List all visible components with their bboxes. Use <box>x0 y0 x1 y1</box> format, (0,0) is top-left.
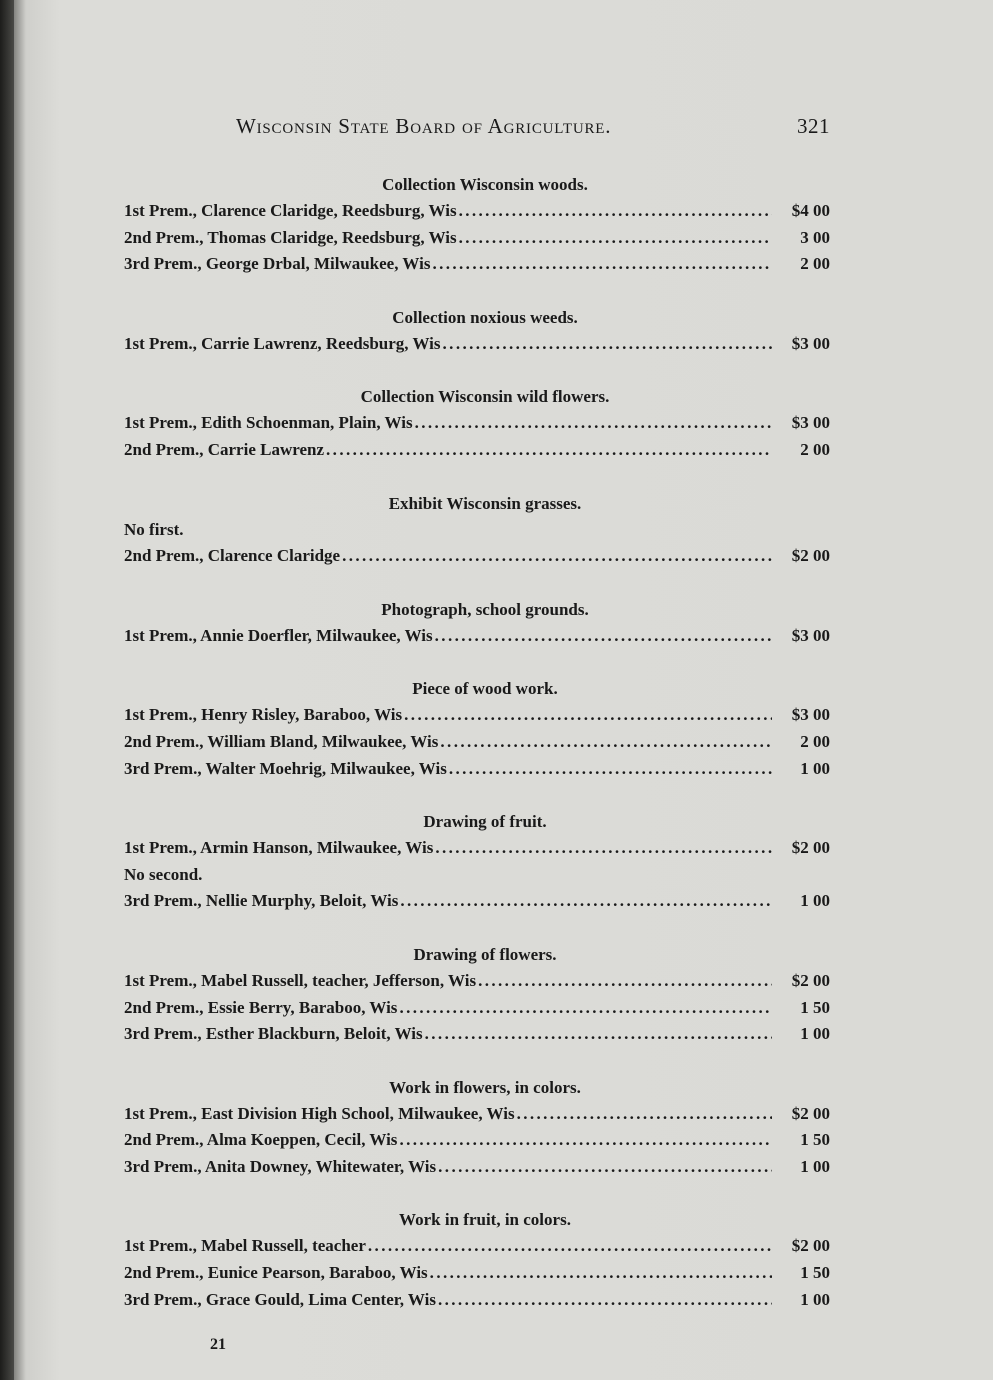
dot-leader <box>326 437 772 464</box>
award-section <box>124 597 830 650</box>
dot-leader <box>425 1021 772 1048</box>
dot-leader <box>459 225 772 252</box>
premium-winner: 1st Prem., Armin Hanson, Milwaukee, Wis <box>124 838 434 858</box>
premium-amount: $2 00 <box>791 1236 830 1256</box>
premium-row <box>124 702 830 729</box>
award-section <box>124 809 830 915</box>
premium-winner: 1st Prem., Clarence Claridge, Reedsburg, Wis <box>124 201 457 220</box>
premium-winner: 2nd Prem., Essie Berry, Baraboo, Wis <box>124 997 398 1017</box>
section-title: Drawing of flowers. <box>413 944 557 964</box>
premium-row <box>124 1233 830 1260</box>
section-title: Collection Wisconsin woods. <box>382 175 588 194</box>
section-title: Collection Wisconsin wild flowers. <box>360 387 610 407</box>
premium-winner: 1st Prem., Annie Doerfler, Milwaukee, Wis <box>124 625 433 645</box>
dot-leader <box>435 623 772 650</box>
section-title: Drawing of fruit. <box>423 812 547 832</box>
premium-row <box>124 623 830 650</box>
dot-leader <box>438 1287 772 1314</box>
dot-leader <box>478 968 772 995</box>
dot-leader <box>399 995 772 1022</box>
dot-leader <box>404 702 772 729</box>
award-section <box>124 1207 830 1313</box>
dot-leader <box>415 410 772 437</box>
premium-amount: $2 00 <box>791 546 830 566</box>
premium-amount: 1 00 <box>800 1156 830 1176</box>
premium-row <box>124 729 830 756</box>
dot-leader <box>399 1127 772 1154</box>
section-title: Collection noxious weeds. <box>392 307 578 327</box>
award-section <box>124 172 830 278</box>
premium-row <box>124 410 830 437</box>
dot-leader <box>517 1101 772 1128</box>
dot-leader <box>400 888 772 915</box>
dot-leader <box>432 251 772 278</box>
premium-amount: 1 00 <box>800 891 830 911</box>
page-number: 321 <box>797 114 830 138</box>
dot-leader <box>430 1260 772 1287</box>
section-title: Work in flowers, in colors. <box>389 1077 581 1097</box>
premium-row <box>124 1154 830 1181</box>
premium-winner: 1st Prem., Carrie Lawrenz, Reedsburg, Wis <box>124 333 441 353</box>
award-section <box>124 1075 830 1181</box>
premium-row <box>124 756 830 783</box>
premium-amount: 2 00 <box>800 439 830 459</box>
section-title: Photograph, school grounds. <box>381 599 589 619</box>
premium-row <box>124 225 830 252</box>
premium-winner: 1st Prem., Edith Schoenman, Plain, Wis <box>124 413 413 433</box>
premium-winner: 1st Prem., Mabel Russell, teacher, Jefferson, Wis <box>124 970 477 990</box>
premium-row <box>124 968 830 995</box>
premium-amount: $2 00 <box>791 970 830 990</box>
premium-amount: $4 00 <box>791 201 830 220</box>
premium-winner: 2nd Prem., Alma Koeppen, Cecil, Wis <box>124 1130 398 1150</box>
premium-amount: 2 00 <box>800 254 830 274</box>
running-header <box>236 114 830 144</box>
running-title: Wisconsin State Board of Agriculture. <box>236 114 612 138</box>
dot-leader <box>342 543 772 570</box>
premium-winner: 2nd Prem., Thomas Claridge, Reedsburg, Wis <box>124 227 457 247</box>
premium-winner: 3rd Prem., George Drbal, Milwaukee, Wis <box>124 254 431 274</box>
section-title: Work in fruit, in colors. <box>399 1210 571 1230</box>
book-spine-shadow <box>0 0 14 1380</box>
premium-amount: $3 00 <box>791 413 830 433</box>
award-section <box>124 491 830 570</box>
premium-amount: 1 50 <box>800 1130 830 1150</box>
premium-winner: 1st Prem., Mabel Russell, teacher <box>124 1236 366 1256</box>
section-title: Exhibit Wisconsin grasses. <box>388 493 582 513</box>
premium-winner: 2nd Prem., Carrie Lawrenz <box>124 439 325 459</box>
premium-winner: 3rd Prem., Nellie Murphy, Beloit, Wis <box>124 891 399 911</box>
dot-leader <box>449 756 772 783</box>
premium-amount: 1 00 <box>800 1024 830 1044</box>
premium-amount: $3 00 <box>791 705 830 725</box>
premium-row <box>124 331 830 358</box>
dot-leader <box>435 835 772 862</box>
dot-leader <box>459 198 772 225</box>
premium-row <box>124 1287 830 1314</box>
premium-winner: 2nd Prem., William Bland, Milwaukee, Wis <box>124 731 439 751</box>
premium-winner: 2nd Prem., Eunice Pearson, Baraboo, Wis <box>124 1263 428 1283</box>
premium-row <box>124 1260 830 1287</box>
premium-row <box>124 437 830 464</box>
premium-amount: $2 00 <box>791 1103 830 1123</box>
premium-row <box>124 543 830 570</box>
premium-amount: 2 00 <box>800 731 830 751</box>
award-section <box>124 305 830 358</box>
dot-leader <box>438 1154 772 1181</box>
premium-winner: 3rd Prem., Esther Blackburn, Beloit, Wis <box>124 1024 423 1044</box>
premium-amount: 1 50 <box>800 1263 830 1283</box>
premium-amount: $2 00 <box>791 838 830 858</box>
dot-leader <box>443 331 772 358</box>
premium-amount: 3 00 <box>800 227 830 247</box>
premium-list <box>124 172 830 1340</box>
section-title: Piece of wood work. <box>412 679 558 699</box>
premium-amount: 1 50 <box>800 997 830 1017</box>
premium-amount: $3 00 <box>791 625 830 645</box>
premium-row <box>124 251 830 278</box>
premium-amount: 1 00 <box>800 1289 830 1309</box>
signature-mark: 21 <box>210 1336 226 1353</box>
dot-leader <box>440 729 772 756</box>
premium-row <box>124 835 830 862</box>
premium-winner: 1st Prem., Henry Risley, Baraboo, Wis <box>124 705 403 725</box>
premium-row <box>124 1021 830 1048</box>
premium-winner: 3rd Prem., Grace Gould, Lima Center, Wis <box>124 1289 436 1309</box>
premium-amount: $3 00 <box>791 333 830 353</box>
award-section <box>124 676 830 782</box>
premium-row <box>124 995 830 1022</box>
premium-row <box>124 1127 830 1154</box>
premium-row <box>124 888 830 915</box>
award-section <box>124 942 830 1048</box>
dot-leader <box>368 1233 772 1260</box>
premium-row <box>124 1101 830 1128</box>
premium-winner: 2nd Prem., Clarence Claridge <box>124 546 341 566</box>
premium-winner: 3rd Prem., Walter Moehrig, Milwaukee, Wis <box>124 758 447 778</box>
award-section <box>124 384 830 463</box>
premium-amount: 1 00 <box>800 758 830 778</box>
row-note: No second. <box>124 864 203 884</box>
section-note: No first. <box>124 519 184 539</box>
premium-winner: 1st Prem., East Division High School, Milwaukee, Wis <box>124 1103 515 1123</box>
premium-row <box>124 198 830 225</box>
premium-winner: 3rd Prem., Anita Downey, Whitewater, Wis <box>124 1156 437 1176</box>
